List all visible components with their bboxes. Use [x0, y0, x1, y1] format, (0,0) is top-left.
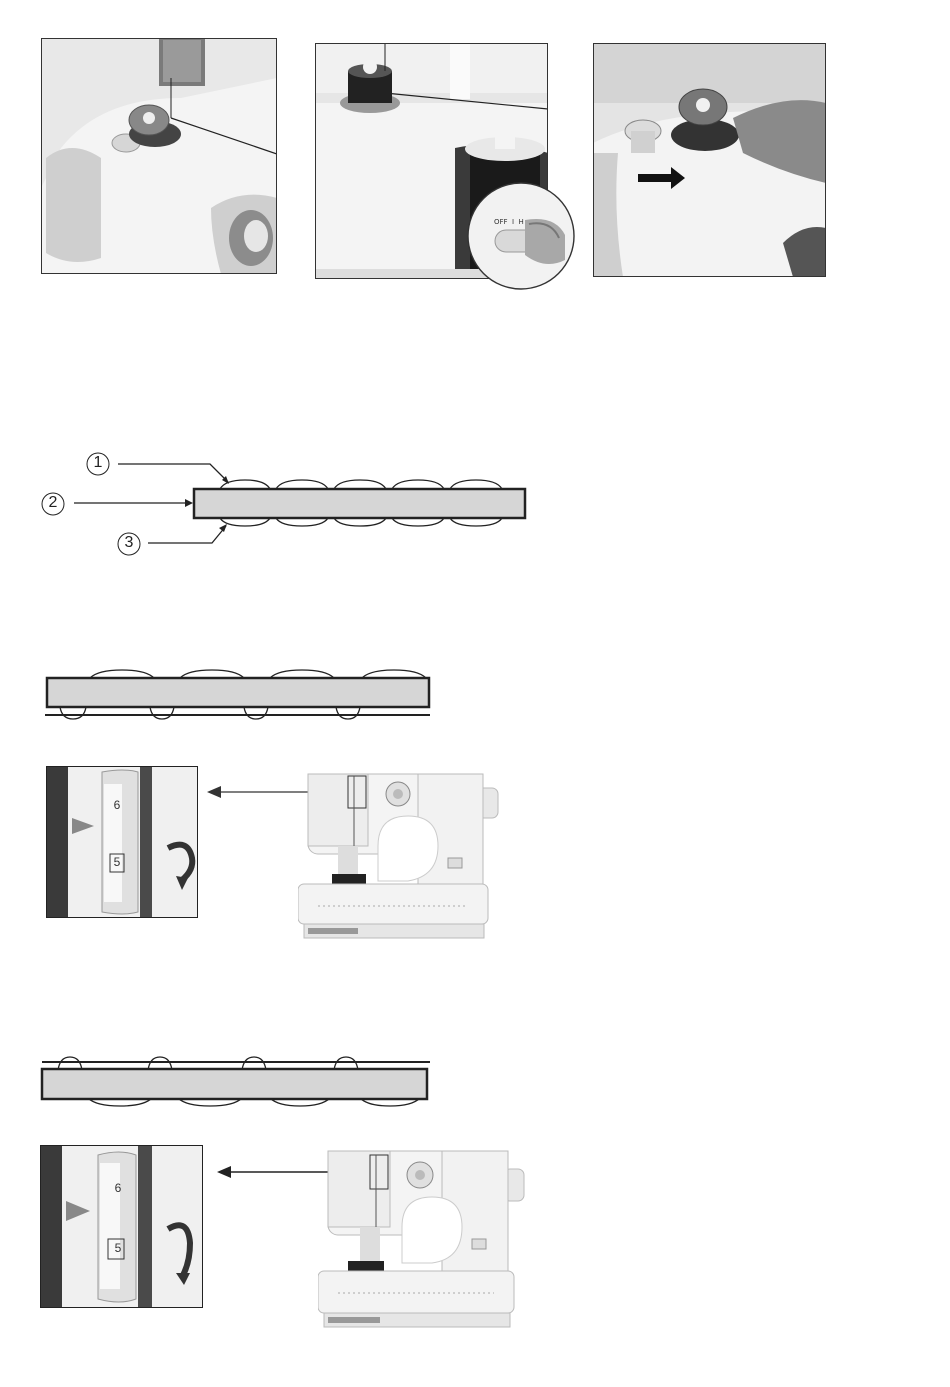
tension-dial-photo-2 — [40, 1145, 203, 1308]
label-lower-thread: 3 — [124, 534, 134, 551]
label-fabric: 2 — [48, 494, 58, 511]
stitch-diagram-loose-lower — [40, 665, 440, 725]
dial1-number-5: 5 — [113, 855, 121, 869]
dial1-number-6: 6 — [113, 798, 121, 812]
stitch-diagram-loose-upper — [38, 1052, 438, 1112]
sewing-machine-illustration-2 — [318, 1143, 530, 1333]
dial2-number-5: 5 — [114, 1241, 122, 1255]
photo-bobbin-winder-3 — [593, 43, 826, 277]
stitch-diagram-labeled — [0, 440, 560, 570]
tension-dial-photo-1 — [46, 766, 198, 918]
power-switch-label: OFF I H — [494, 218, 524, 226]
dial2-number-6: 6 — [114, 1181, 122, 1195]
label-upper-thread: 1 — [93, 454, 103, 471]
power-switch-magnifier — [465, 180, 577, 292]
sewing-machine-illustration-1 — [298, 766, 504, 944]
photo-bobbin-winder-1 — [41, 38, 277, 274]
